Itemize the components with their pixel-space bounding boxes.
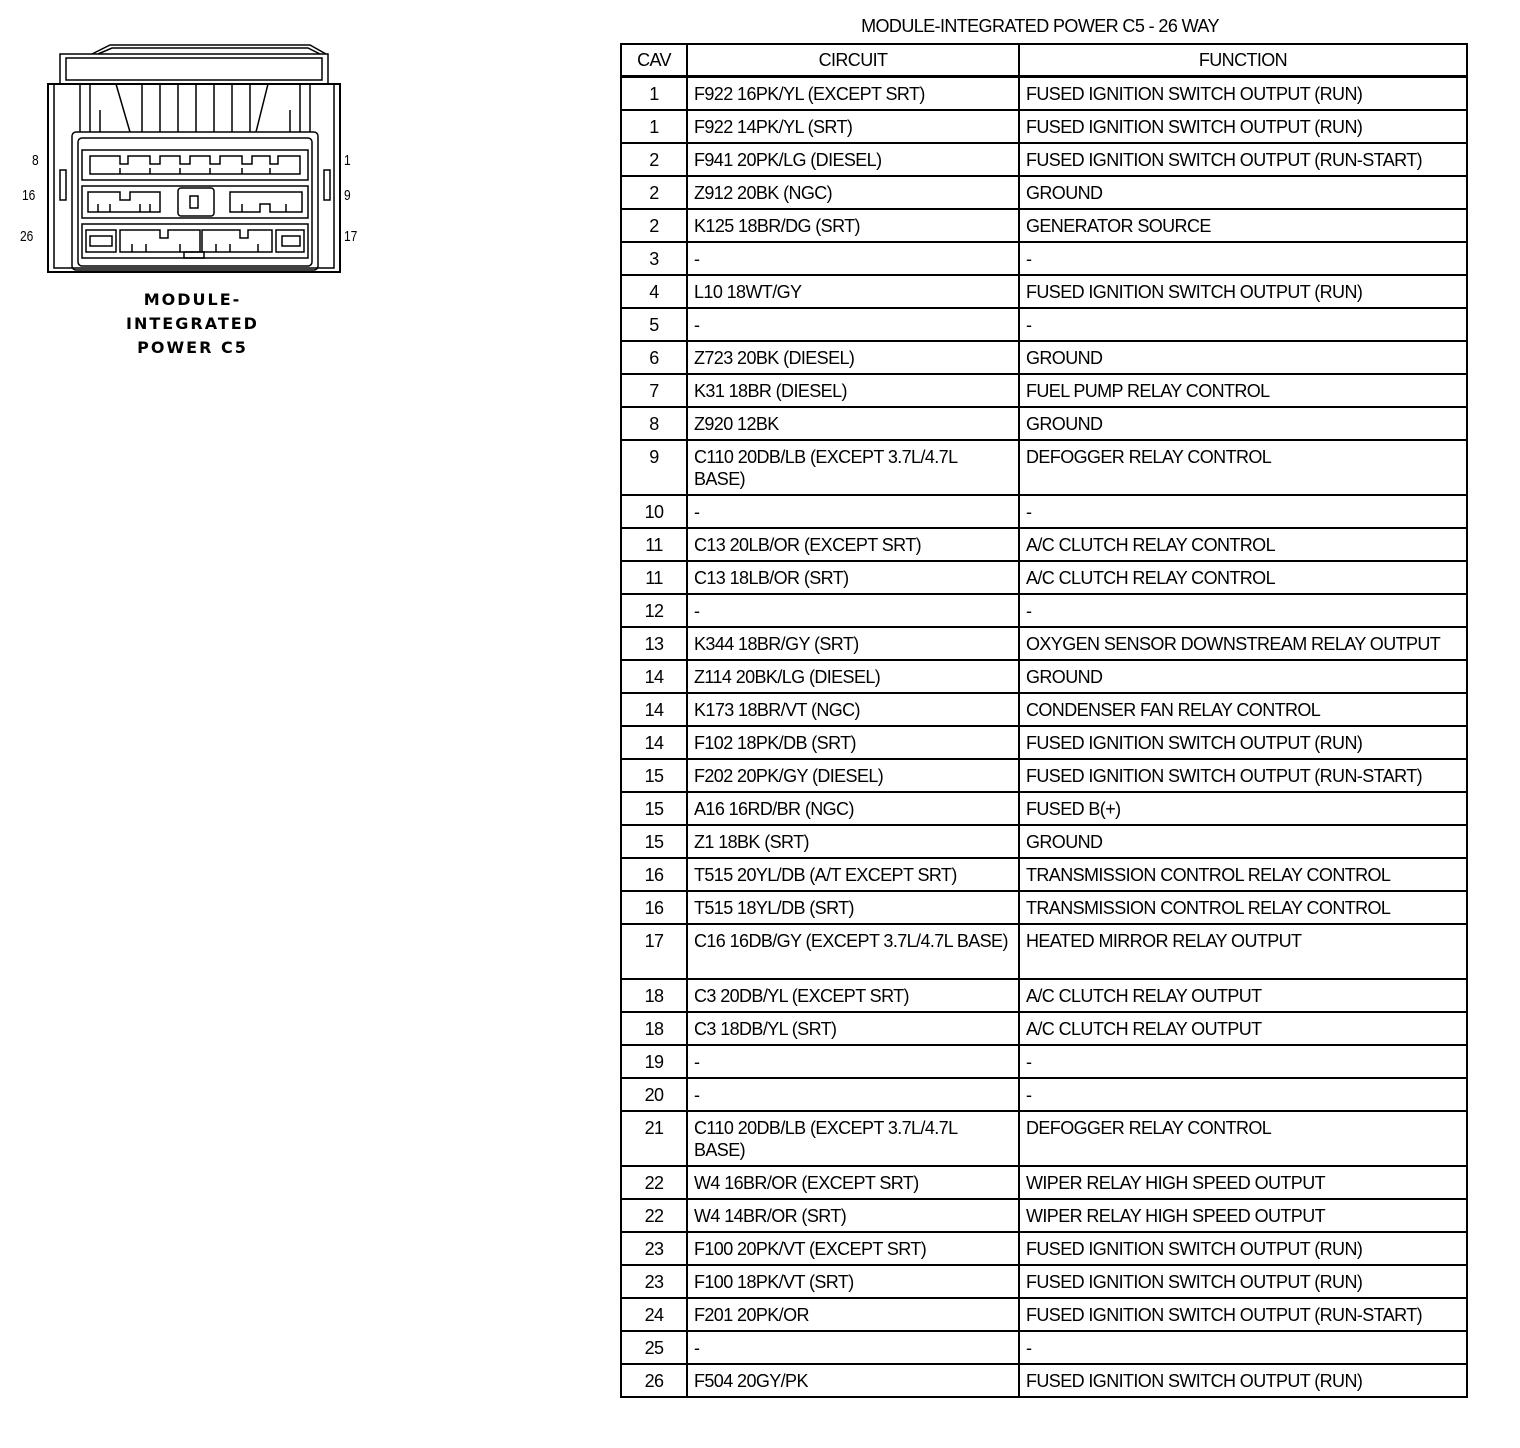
cell-function: CONDENSER FAN RELAY CONTROL (1019, 693, 1467, 726)
cell-cav: 23 (621, 1265, 687, 1298)
table-row (621, 110, 1467, 143)
cell-circuit: Z114 20BK/LG (DIESEL) (687, 660, 1019, 693)
cell-circuit: - (687, 308, 1019, 341)
cell-circuit: F100 18PK/VT (SRT) (687, 1265, 1019, 1298)
table-row (621, 891, 1467, 924)
table-row (621, 1298, 1467, 1331)
table-row (621, 1364, 1467, 1397)
cell-cav: 17 (621, 924, 687, 979)
cell-function: OXYGEN SENSOR DOWNSTREAM RELAY OUTPUT (1019, 627, 1467, 660)
cell-circuit: F941 20PK/LG (DIESEL) (687, 143, 1019, 176)
cell-cav: 22 (621, 1166, 687, 1199)
cell-function: A/C CLUTCH RELAY CONTROL (1019, 528, 1467, 561)
cell-function: A/C CLUTCH RELAY OUTPUT (1019, 1012, 1467, 1045)
cell-cav: 2 (621, 143, 687, 176)
cell-function: GENERATOR SOURCE (1019, 209, 1467, 242)
cell-function: GROUND (1019, 341, 1467, 374)
header-circuit: CIRCUIT (687, 44, 1019, 77)
cell-function: FUSED IGNITION SWITCH OUTPUT (RUN-START) (1019, 143, 1467, 176)
cell-cav: 12 (621, 594, 687, 627)
cell-cav: 16 (621, 891, 687, 924)
table-row (621, 242, 1467, 275)
cell-circuit: T515 18YL/DB (SRT) (687, 891, 1019, 924)
cell-circuit: W4 16BR/OR (EXCEPT SRT) (687, 1166, 1019, 1199)
header-function: FUNCTION (1019, 44, 1467, 77)
cell-function: GROUND (1019, 660, 1467, 693)
cell-circuit: C13 20LB/OR (EXCEPT SRT) (687, 528, 1019, 561)
cell-function: - (1019, 242, 1467, 275)
cell-cav: 9 (621, 440, 687, 495)
cell-cav: 5 (621, 308, 687, 341)
cell-cav: 19 (621, 1045, 687, 1078)
cell-cav: 20 (621, 1078, 687, 1111)
table-row (621, 792, 1467, 825)
cell-cav: 24 (621, 1298, 687, 1331)
table-row (621, 77, 1467, 111)
table-row (621, 1166, 1467, 1199)
table-row (621, 759, 1467, 792)
cell-function: A/C CLUTCH RELAY CONTROL (1019, 561, 1467, 594)
cell-circuit: - (687, 1331, 1019, 1364)
table-row (621, 176, 1467, 209)
cell-circuit: W4 14BR/OR (SRT) (687, 1199, 1019, 1232)
cell-circuit: - (687, 1078, 1019, 1111)
cell-cav: 14 (621, 660, 687, 693)
table-row (621, 374, 1467, 407)
cell-cav: 2 (621, 209, 687, 242)
cell-circuit: C16 16DB/GY (EXCEPT 3.7L/4.7L BASE) (687, 924, 1019, 979)
cell-function: - (1019, 495, 1467, 528)
cell-circuit: C3 20DB/YL (EXCEPT SRT) (687, 979, 1019, 1012)
cell-cav: 6 (621, 341, 687, 374)
cell-cav: 15 (621, 759, 687, 792)
pin-label-16: 16 (22, 187, 36, 204)
table-row (621, 979, 1467, 1012)
cell-circuit: F922 16PK/YL (EXCEPT SRT) (687, 77, 1019, 111)
cell-cav: 14 (621, 726, 687, 759)
cell-cav: 13 (621, 627, 687, 660)
table-body (621, 77, 1467, 1398)
table-row (621, 1199, 1467, 1232)
cell-cav: 11 (621, 561, 687, 594)
table-row (621, 924, 1467, 979)
pinout-table (620, 43, 1468, 1398)
cell-function: FUSED IGNITION SWITCH OUTPUT (RUN) (1019, 1364, 1467, 1397)
cell-function: FUSED IGNITION SWITCH OUTPUT (RUN) (1019, 110, 1467, 143)
table-row (621, 1265, 1467, 1298)
cell-function: DEFOGGER RELAY CONTROL (1019, 1111, 1467, 1166)
cell-function: FUSED IGNITION SWITCH OUTPUT (RUN) (1019, 1265, 1467, 1298)
cell-circuit: A16 16RD/BR (NGC) (687, 792, 1019, 825)
cell-function: GROUND (1019, 176, 1467, 209)
table-row (621, 1012, 1467, 1045)
cell-circuit: K125 18BR/DG (SRT) (687, 209, 1019, 242)
cell-cav: 25 (621, 1331, 687, 1364)
cell-circuit: - (687, 1045, 1019, 1078)
cell-function: GROUND (1019, 407, 1467, 440)
table-row (621, 275, 1467, 308)
cell-cav: 21 (621, 1111, 687, 1166)
cell-function: TRANSMISSION CONTROL RELAY CONTROL (1019, 858, 1467, 891)
table-row (621, 825, 1467, 858)
cell-circuit: C13 18LB/OR (SRT) (687, 561, 1019, 594)
table-row (621, 726, 1467, 759)
cell-function: DEFOGGER RELAY CONTROL (1019, 440, 1467, 495)
table-row (621, 143, 1467, 176)
cell-function: WIPER RELAY HIGH SPEED OUTPUT (1019, 1199, 1467, 1232)
pin-label-26: 26 (20, 228, 34, 245)
table-row (621, 308, 1467, 341)
caption-line-2: INTEGRATED (126, 314, 259, 333)
cell-function: WIPER RELAY HIGH SPEED OUTPUT (1019, 1166, 1467, 1199)
cell-cav: 1 (621, 77, 687, 111)
cell-cav: 10 (621, 495, 687, 528)
table-title: MODULE-INTEGRATED POWER C5 - 26 WAY (861, 16, 1219, 36)
cell-circuit: L10 18WT/GY (687, 275, 1019, 308)
cell-function: FUSED IGNITION SWITCH OUTPUT (RUN) (1019, 726, 1467, 759)
table-row (621, 440, 1467, 495)
table-row (621, 495, 1467, 528)
caption-line-1: MODULE- (143, 290, 242, 309)
table-row (621, 341, 1467, 374)
table-row (621, 1045, 1467, 1078)
table-row (621, 627, 1467, 660)
cell-function: FUSED B(+) (1019, 792, 1467, 825)
cell-function: - (1019, 1331, 1467, 1364)
cell-cav: 15 (621, 792, 687, 825)
cell-circuit: F504 20GY/PK (687, 1364, 1019, 1397)
cell-function: FUSED IGNITION SWITCH OUTPUT (RUN-START) (1019, 759, 1467, 792)
table-row (621, 660, 1467, 693)
table-row (621, 1232, 1467, 1265)
table-row (621, 858, 1467, 891)
cell-cav: 3 (621, 242, 687, 275)
table-row (621, 1331, 1467, 1364)
table-row (621, 1078, 1467, 1111)
cell-function: HEATED MIRROR RELAY OUTPUT (1019, 924, 1467, 979)
cell-cav: 16 (621, 858, 687, 891)
cell-cav: 7 (621, 374, 687, 407)
connector-drawing (20, 40, 380, 280)
header-row (621, 44, 1467, 77)
cell-circuit: K31 18BR (DIESEL) (687, 374, 1019, 407)
cell-cav: 26 (621, 1364, 687, 1397)
caption-line-3: POWER C5 (137, 338, 248, 357)
header-cav: CAV (621, 44, 687, 77)
cell-cav: 2 (621, 176, 687, 209)
pin-label-17: 17 (344, 228, 358, 245)
cell-function: FUSED IGNITION SWITCH OUTPUT (RUN) (1019, 1232, 1467, 1265)
cell-cav: 8 (621, 407, 687, 440)
table-row (621, 209, 1467, 242)
cell-cav: 1 (621, 110, 687, 143)
cell-circuit: K344 18BR/GY (SRT) (687, 627, 1019, 660)
cell-circuit: - (687, 495, 1019, 528)
cell-circuit: F100 20PK/VT (EXCEPT SRT) (687, 1232, 1019, 1265)
cell-circuit: F202 20PK/GY (DIESEL) (687, 759, 1019, 792)
cell-function: TRANSMISSION CONTROL RELAY CONTROL (1019, 891, 1467, 924)
table-row (621, 594, 1467, 627)
cell-circuit: - (687, 594, 1019, 627)
pin-label-9: 9 (344, 187, 351, 204)
cell-circuit: Z920 12BK (687, 407, 1019, 440)
cell-cav: 22 (621, 1199, 687, 1232)
cell-circuit: C110 20DB/LB (EXCEPT 3.7L/4.7L BASE) (687, 1111, 1019, 1166)
pin-label-1: 1 (344, 152, 351, 169)
cell-function: FUSED IGNITION SWITCH OUTPUT (RUN) (1019, 275, 1467, 308)
cell-function: - (1019, 1045, 1467, 1078)
table-row (621, 528, 1467, 561)
cell-function: - (1019, 308, 1467, 341)
cell-circuit: F922 14PK/YL (SRT) (687, 110, 1019, 143)
cell-circuit: K173 18BR/VT (NGC) (687, 693, 1019, 726)
cell-function: FUSED IGNITION SWITCH OUTPUT (RUN) (1019, 77, 1467, 111)
cell-function: - (1019, 1078, 1467, 1111)
cell-cav: 18 (621, 1012, 687, 1045)
cell-function: A/C CLUTCH RELAY OUTPUT (1019, 979, 1467, 1012)
cell-cav: 11 (621, 528, 687, 561)
cell-cav: 18 (621, 979, 687, 1012)
cell-cav: 15 (621, 825, 687, 858)
cell-circuit: C3 18DB/YL (SRT) (687, 1012, 1019, 1045)
table-row (621, 561, 1467, 594)
pin-label-8: 8 (32, 152, 39, 169)
cell-function: FUEL PUMP RELAY CONTROL (1019, 374, 1467, 407)
table-row (621, 1111, 1467, 1166)
cell-function: GROUND (1019, 825, 1467, 858)
cell-cav: 14 (621, 693, 687, 726)
cell-function: - (1019, 594, 1467, 627)
cell-circuit: - (687, 242, 1019, 275)
cell-circuit: Z723 20BK (DIESEL) (687, 341, 1019, 374)
connector-caption (120, 288, 265, 360)
table-row (621, 693, 1467, 726)
cell-circuit: F102 18PK/DB (SRT) (687, 726, 1019, 759)
table-row (621, 407, 1467, 440)
cell-cav: 23 (621, 1232, 687, 1265)
cell-cav: 4 (621, 275, 687, 308)
cell-circuit: Z912 20BK (NGC) (687, 176, 1019, 209)
cell-circuit: C110 20DB/LB (EXCEPT 3.7L/4.7L BASE) (687, 440, 1019, 495)
cell-circuit: Z1 18BK (SRT) (687, 825, 1019, 858)
cell-circuit: F201 20PK/OR (687, 1298, 1019, 1331)
connector-diagram (20, 40, 380, 280)
cell-circuit: T515 20YL/DB (A/T EXCEPT SRT) (687, 858, 1019, 891)
cell-function: FUSED IGNITION SWITCH OUTPUT (RUN-START) (1019, 1298, 1467, 1331)
